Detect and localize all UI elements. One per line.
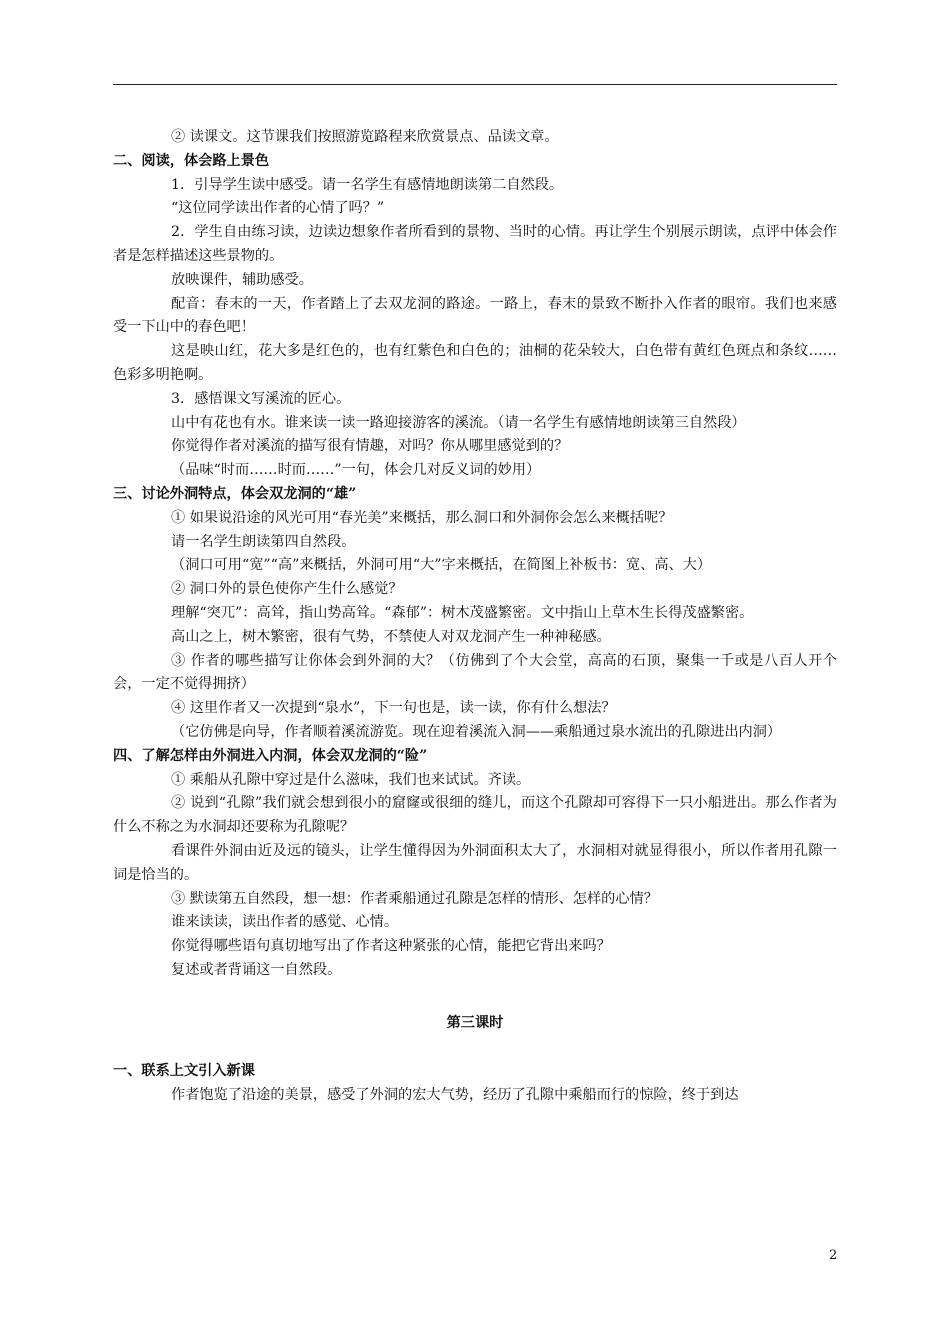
section-heading: 三、讨论外洞特点，体会双龙洞的“雄” — [113, 485, 357, 502]
paragraph: 看课件外洞由近及远的镜头，让学生懂得因为外洞面积太大了，水洞相对就显得很小，所以作者用孔隙一词是恰当的。 — [113, 842, 837, 883]
paragraph: 谁来读读，读出作者的感觉、心情。 — [171, 914, 399, 931]
paragraph: 高山之上，树木繁密，很有气势，不禁使人对双龙洞产生一种神秘感。 — [171, 628, 611, 645]
paragraph: ④ 这里作者又一次提到“泉水”，下一句也是，读一读，你有什么想法？ — [171, 700, 616, 717]
paragraph: 复述或者背诵这一自然段。 — [171, 961, 342, 978]
header-rule — [113, 84, 837, 85]
paragraph: 理解“突兀”：高耸，指山势高耸。“森郁”：树木茂盛繁密。文中指山上草木生长得茂盛繁密。 — [171, 604, 754, 621]
paragraph: ② 说到“孔隙”我们就会想到很小的窟窿或很细的缝儿，而这个孔隙却可容得下一只小船进出。那么作者为什么不称之为水洞却还要称为孔隙呢？ — [113, 795, 837, 836]
section-heading: 四、了解怎样由外洞进入内洞，体会双龙洞的“险” — [113, 747, 428, 764]
paragraph: ③ 作者的哪些描写让你体会到外洞的大？（仿佛到了个大会堂，高高的石顶，聚集一千或是八百人开个会，一定不觉得拥挤） — [113, 652, 837, 693]
paragraph: 放映课件，辅助感受。 — [171, 271, 313, 288]
paragraph: ① 乘船从孔隙中穿过是什么滋味，我们也来试试。齐读。 — [171, 771, 531, 788]
paragraph: 2．学生自由练习读，边读边想象作者所看到的景物、当时的心情。再让学生个别展示朗读，点评中体会作者是怎样描述这些景物的。 — [113, 224, 837, 264]
paragraph: 配音：春末的一天，作者踏上了去双龙洞的路途。一路上，春末的景致不断扑入作者的眼帘。我们也来感受一下山中的春色吧！ — [113, 295, 837, 336]
paragraph: 请一名学生朗读第四自然段。 — [171, 533, 356, 550]
section-heading: 一、联系上文引入新课 — [113, 1063, 255, 1080]
paragraph: 作者饱览了沿途的美景，感受了外洞的宏大气势，经历了孔隙中乘船而行的惊险，终于到达 — [171, 1087, 739, 1104]
paragraph: ③ 默读第五自然段，想一想：作者乘船通过孔隙是怎样的情形、怎样的心情？ — [171, 890, 658, 907]
paragraph: ② 洞口外的景色使你产生什么感觉？ — [171, 581, 403, 598]
paragraph: “这位同学读出作者的心情了吗？” — [171, 200, 385, 217]
paragraph: ② 读课文。这节课我们按照游览路程来欣赏景点、品读文章。 — [171, 129, 559, 145]
paragraph: 你觉得作者对溪流的描写很有情趣，对吗？你从哪里感觉到的？ — [171, 438, 569, 455]
paragraph: 1．引导学生读中感受。请一名学生有感情地朗读第二自然段。 — [171, 176, 564, 193]
page-number: 2 — [829, 1248, 838, 1263]
paragraph: 山中有花也有水。谁来读一读一路迎接游客的溪流。（请一名学生有感情地朗读第三自然段） — [171, 414, 746, 431]
paragraph: （它仿佛是向导，作者顺着溪流游览。现在迎着溪流入洞——乘船通过泉水流出的孔隙进出内洞） — [171, 723, 782, 740]
paragraph: ① 如果说沿途的风光可用“春光美”来概括，那么洞口和外洞你会怎么来概括呢？ — [171, 509, 673, 526]
paragraph: 3．感悟课文写溪流的匠心。 — [171, 390, 351, 407]
paragraph: （品味“时而……时而……”一句，体会几对反义词的妙用） — [171, 462, 541, 479]
lesson-title: 第三课时 — [446, 1014, 504, 1031]
paragraph: 你觉得哪些语句真切地写出了作者这种紧张的心情，能把它背出来吗？ — [171, 938, 611, 955]
paragraph: （洞口可用“宽”“高”来概括，外洞可用“大”字来概括，在简图上补板书：宽、高、大） — [171, 557, 712, 574]
paragraph: 这是映山红，花大多是红色的，也有红紫色和白色的；油桐的花朵较大，白色带有黄红色斑点和条纹……色彩多明艳啊。 — [113, 343, 837, 383]
section-heading: 二、阅读，体会路上景色 — [113, 152, 270, 169]
document-body — [113, 126, 837, 1108]
